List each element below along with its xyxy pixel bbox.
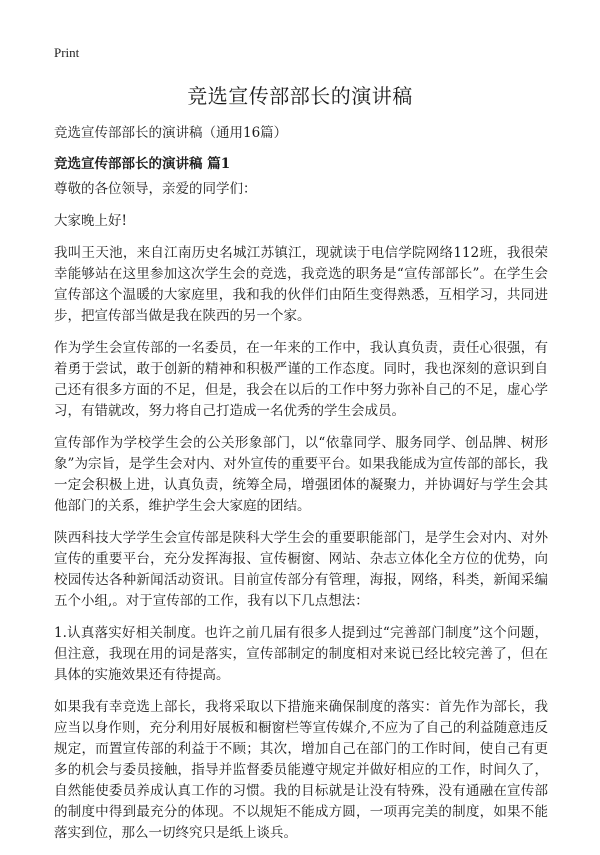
body-paragraph: 如果我有幸竞选上部长，我将采取以下措施来确保制度的落实：首先作为部长，我应当以身作则，充分利用好展板和橱窗栏等宣传媒介,不应为了自己的利益随意违反规定，而置宣传部的利益于不顾；其次，增加自己在部门的工作时间，使自己有更多的机会与委员接触，指导并监督委员能遵守规定并做好相应的工作，时间久了，自然能使委员养成认真工作的习惯。我的目标就是让没有特殊，没有通融在宣传部的制度中得到最充分的体现。不以规矩不能成方圆，一项再完美的制度，如果不能落实到位，那么一切终究只是纸上谈兵。 <box>54 699 548 841</box>
body-paragraph: 陕西科技大学学生会宣传部是陕科大学生会的重要职能部门，是学生会对内、对外宣传的重要平台，充分发挥海报、宣传橱窗、网站、杂志立体化全方位的优势，向校园传达各种新闻活动资讯。目前宣传部分有管理，海报，网络，科类，新闻采编五个小组,。对于宣传部的工作，我有以下几点想法： <box>54 530 548 609</box>
greeting-paragraph: 尊敬的各位领导，亲爱的同学们： <box>54 181 257 197</box>
body-paragraph: 1.认真落实好相关制度。也许之前几届有很多人提到过“完善部门制度”这个问题，但注意，我现在用的词是落实，宣传部制定的制度相对来说已经比较完善了，但在具体的实施效果还有待提高。 <box>54 625 548 683</box>
section-heading: 竞选宣传部部长的演讲稿 篇1 <box>54 156 231 172</box>
print-link[interactable]: Print <box>54 45 80 60</box>
document-subtitle: 竞选宣传部部长的演讲稿（通用16篇） <box>54 125 288 141</box>
article-body <box>54 179 548 855</box>
salutation-paragraph: 大家晚上好! <box>54 213 127 229</box>
body-paragraph: 宣传部作为学校学生会的公关形象部门，以“依靠同学、服务同学、创品牌、树形象”为宗旨，是学生会对内、对外宣传的重要平台。如果我能成为宣传部的部长，我一定会积极上进，认真负责，统筹全局，增强团体的凝聚力，并协调好与学生会其他部门的关系，维护学生会大家庭的团结。 <box>54 435 548 514</box>
document-title: 竞选宣传部部长的演讲稿 <box>187 84 413 108</box>
body-paragraph: 作为学生会宣传部的一名委员，在一年来的工作中，我认真负责，责任心很强，有着勇于尝试，敢于创新的精神和积极严谨的工作态度。同时，我也深刻的意识到自己还有很多方面的不足，但是，我会在以后的工作中努力弥补自己的不足，虚心学习，有错就改，努力将自己打造成一名优秀的学生会成员。 <box>54 340 548 419</box>
body-paragraph: 我叫王天池，来自江南历史名城江苏镇江，现就读于电信学院网络112班，我很荣幸能够站在这里参加这次学生会的竞选，我竞选的职务是“宣传部部长”。在学生会宣传部这个温暖的大家庭里，我和我的伙伴们由陌生变得熟悉，互相学习，共同进步，把宣传部当做是我在陕西的另一个家。 <box>54 245 548 324</box>
